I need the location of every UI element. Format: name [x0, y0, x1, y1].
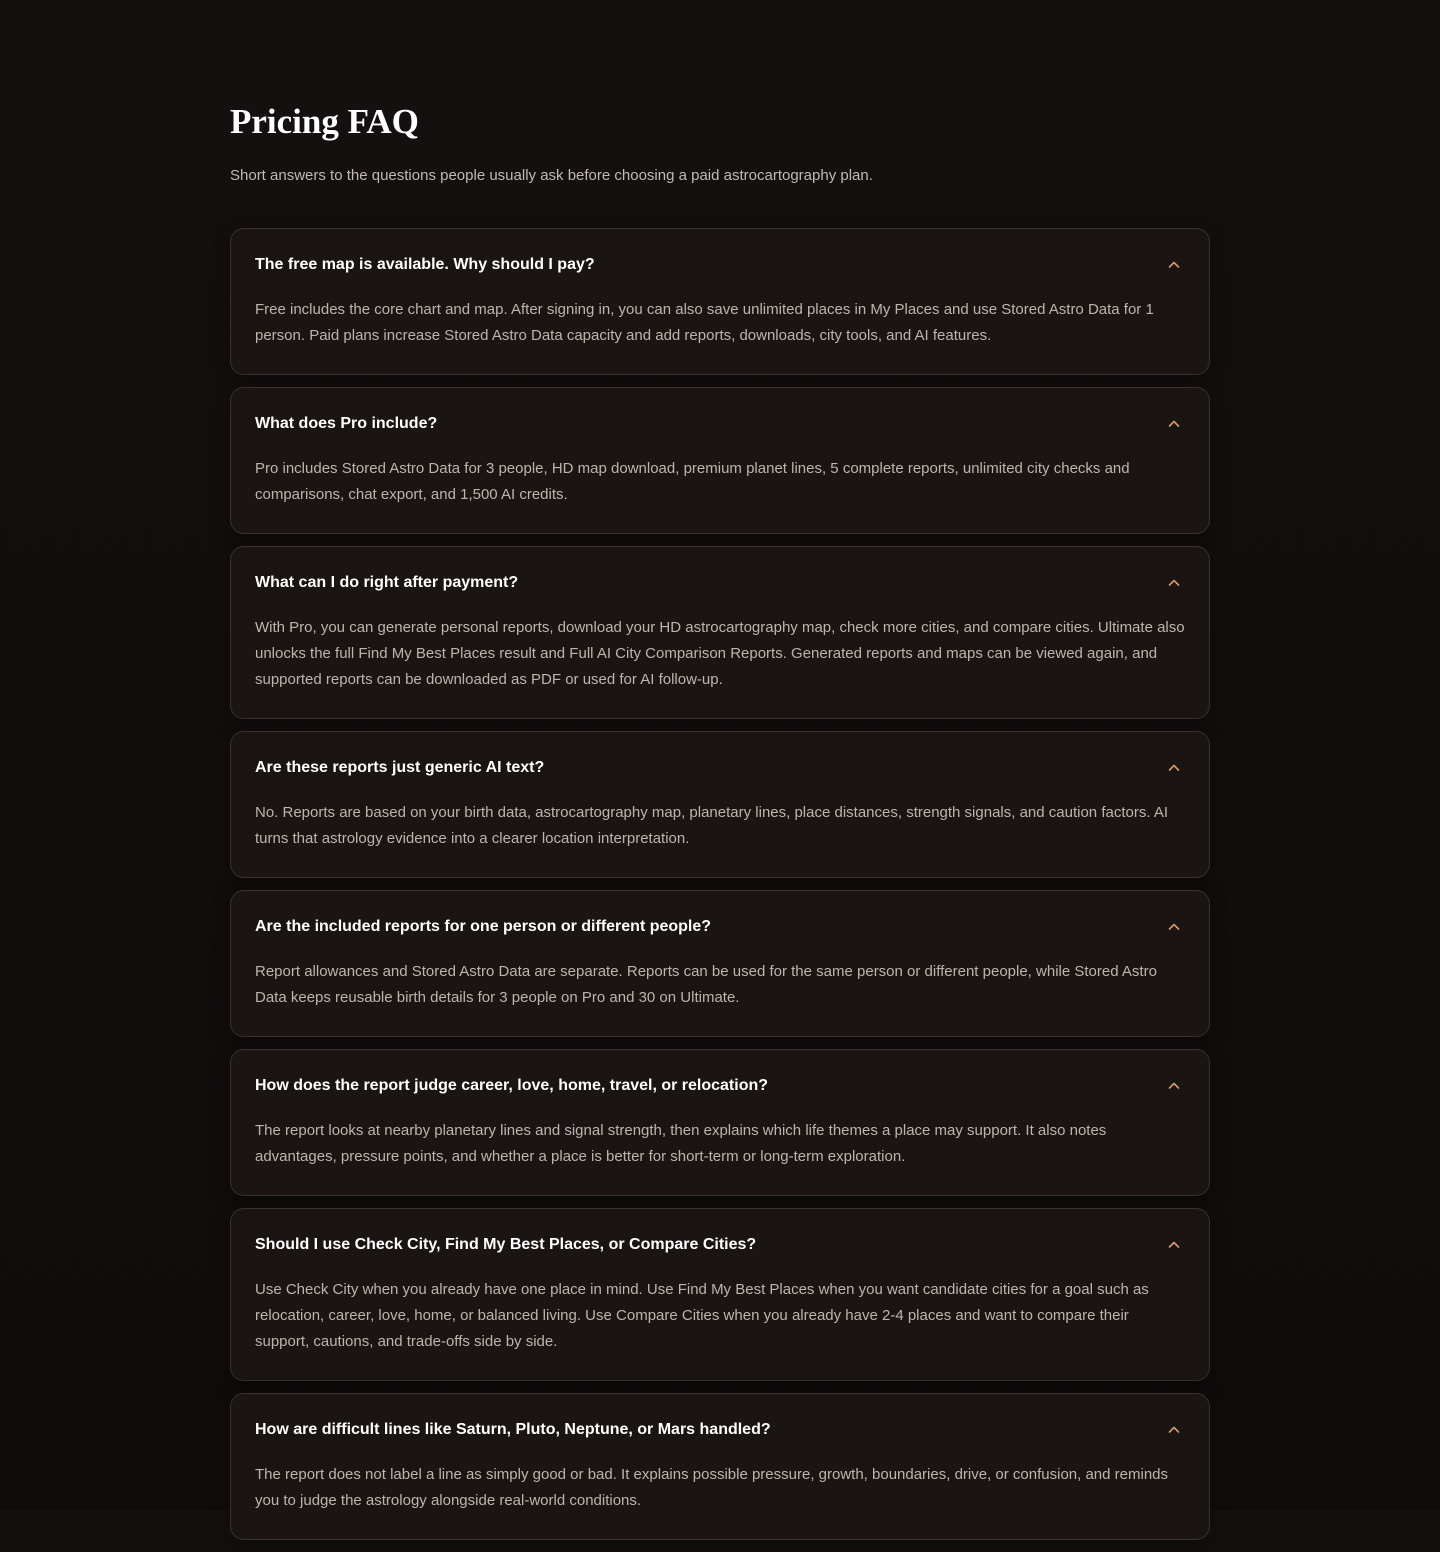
faq-question: The free map is available. Why should I pay?: [255, 256, 595, 273]
chevron-up-icon: [1167, 1238, 1181, 1252]
faq-item-8: [230, 1393, 1210, 1540]
faq-item-1: [230, 228, 1210, 375]
faq-list: [230, 228, 1210, 1552]
chevron-up-icon: [1167, 920, 1181, 934]
faq-toggle[interactable]: [255, 1050, 1185, 1122]
faq-item-2: [230, 387, 1210, 534]
faq-item-7: [230, 1208, 1210, 1381]
faq-answer: Use Check City when you already have one place in mind. Use Find My Best Places when you want candidate cities for a goal such as relocation, career, love, home, or balanced living. Use Compare Cities when you already have 2-4 places and want to compare their support, cautions, and trade-offs side by side.: [255, 1281, 1149, 1350]
faq-toggle[interactable]: [255, 547, 1185, 619]
faq-answer: Free includes the core chart and map. After signing in, you can also save unlimited places in My Places and use Stored Astro Data for 1 person. Paid plans increase Stored Astro Data capacity and add reports, downloads, city tools, and AI features.: [255, 301, 1154, 344]
faq-answer: Report allowances and Stored Astro Data are separate. Reports can be used for the same person or different people, while Stored Astro Data keeps reusable birth details for 3 people on Pro and 30 on Ultimate.: [255, 963, 1157, 1006]
faq-item-3: [230, 546, 1210, 719]
faq-question: Should I use Check City, Find My Best Places, or Compare Cities?: [255, 1236, 757, 1253]
faq-toggle[interactable]: [255, 1209, 1185, 1281]
faq-item-6: [230, 1049, 1210, 1196]
chevron-up-icon: [1167, 1423, 1181, 1437]
faq-answer: The report looks at nearby planetary lines and signal strength, then explains which life themes a place may support. It also notes advantages, pressure points, and whether a place is better for short-term or long-term exploration.: [255, 1122, 1107, 1165]
page-subtitle: Short answers to the questions people usually ask before choosing a paid astrocartography plan.: [230, 167, 873, 184]
faq-toggle[interactable]: [255, 891, 1185, 963]
faq-toggle[interactable]: [255, 732, 1185, 804]
faq-question: Are the included reports for one person or different people?: [255, 918, 712, 935]
faq-question: How are difficult lines like Saturn, Pluto, Neptune, or Mars handled?: [255, 1421, 771, 1438]
faq-question: What can I do right after payment?: [255, 574, 519, 591]
faq-item-4: [230, 731, 1210, 878]
chevron-up-icon: [1167, 1079, 1181, 1093]
chevron-up-icon: [1167, 576, 1181, 590]
faq-item-5: [230, 890, 1210, 1037]
faq-question: What does Pro include?: [255, 415, 438, 432]
faq-question: How does the report judge career, love, home, travel, or relocation?: [255, 1077, 769, 1094]
faq-toggle[interactable]: [255, 388, 1185, 460]
faq-answer: With Pro, you can generate personal reports, download your HD astrocartography map, check more cities, and compare cities. Ultimate also unlocks the full Find My Best Places result and Full AI City Comparison Reports. Generated reports and maps can be viewed again, and supported reports can be downloaded as PDF or used for AI follow-up.: [255, 619, 1185, 688]
chevron-up-icon: [1167, 417, 1181, 431]
faq-answer: The report does not label a line as simply good or bad. It explains possible pressure, growth, boundaries, drive, or confusion, and reminds you to judge the astrology alongside real-world conditions.: [255, 1466, 1169, 1509]
faq-toggle[interactable]: [255, 229, 1185, 301]
faq-answer: Pro includes Stored Astro Data for 3 people, HD map download, premium planet lines, 5 complete reports, unlimited city checks and comparisons, chat export, and 1,500 AI credits.: [255, 460, 1130, 503]
faq-toggle[interactable]: [255, 1394, 1185, 1466]
faq-question: Are these reports just generic AI text?: [255, 759, 545, 776]
chevron-up-icon: [1167, 761, 1181, 775]
chevron-up-icon: [1167, 258, 1181, 272]
page-title: Pricing FAQ: [230, 102, 419, 141]
faq-answer: No. Reports are based on your birth data, astrocartography map, planetary lines, place distances, strength signals, and caution factors. AI turns that astrology evidence into a clearer location interpretation.: [255, 804, 1169, 847]
